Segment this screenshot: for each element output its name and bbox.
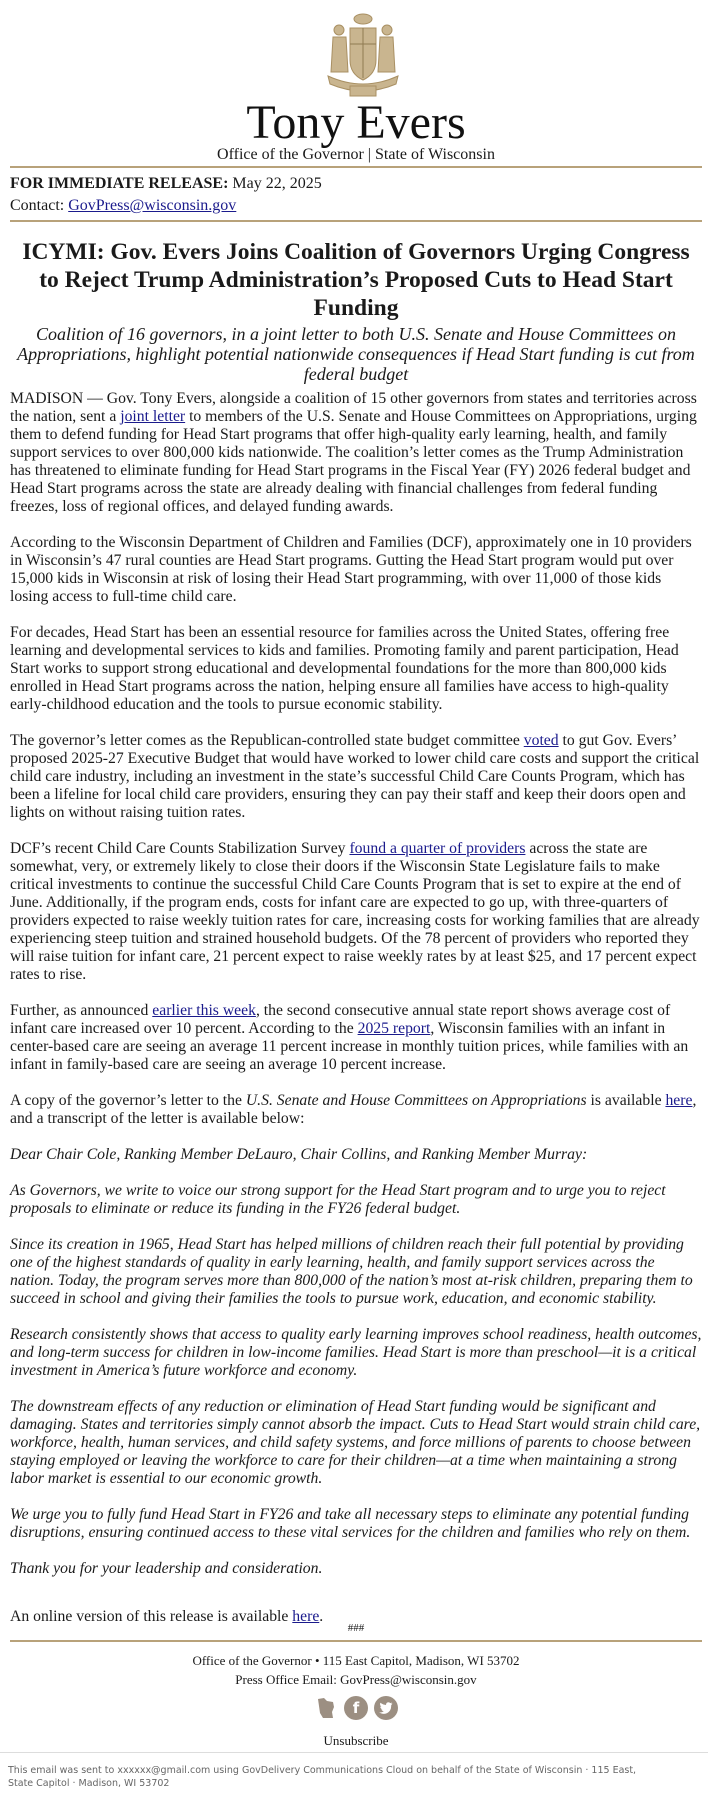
email-body: [10, 0, 702, 1748]
footer-divider: [10, 1640, 702, 1642]
letter-paragraph-4: The downstream effects of any reduction or elimination of Head Start funding would be significant and damaging. States and territories simply cannot absorb the impact. Cuts to Head Start would strain child care, workforce, health, human services, and child safety systems, and force millions of parents to choose between staying employed or leaving the workforce to care for their children—at a time when maintaining a strong labor market is essential to our economic growth.: [10, 1398, 701, 1487]
subhead: Coalition of 16 governors, in a joint letter to both U.S. Senate and House Committees on Appropriations, highlight potential nationwide consequences if Head Start funding is cut from federal budget: [17, 324, 695, 384]
paragraph-4: The governor’s letter comes as the Republican-controlled state budget committee voted to gut Gov. Evers’ proposed 2025-27 Executive Budget that would have worked to lower child care costs and support the critical child care industry, including an investment in the state’s successful Child Care Counts Program, which has been a lifeline for local child care providers, ensuring they can pay their staff and keep their doors open and lights on without raising tuition rates.: [10, 732, 700, 821]
headline: ICYMI: Gov. Evers Joins Coalition of Governors Urging Congress to Reject Trump Administration’s Proposed Cuts to Head Start Funding: [22, 239, 690, 321]
letterhead: [10, 0, 702, 180]
paragraph-1: MADISON — Gov. Tony Evers, alongside a coalition of 15 other governors from states and territories across the nation, sent a joint letter to members of the U.S. Senate and House Committees on Appropriations, urging them to defend funding for Head Start programs that offer high-quality early learning, health, and family support services to over 800,000 kids nationwide. The coalition’s letter comes as the Trump Administration has threatened to eliminate funding for Head Start programs in the Fiscal Year (FY) 2026 federal budget and Head Start programs across the state are already dealing with financial challenges from federal funding freezes, loss of regional offices, and delayed funding awards.: [10, 390, 697, 515]
release-label: FOR IMMEDIATE RELEASE:: [10, 175, 229, 192]
legal-divider: [0, 1752, 708, 1753]
unsubscribe-link-wrap: [10, 1733, 702, 1749]
contact-email-link[interactable]: GovPress@wisconsin.gov: [68, 197, 237, 214]
release-date-line: [10, 173, 322, 195]
state-seal: [320, 10, 406, 100]
social-links: [10, 1696, 702, 1724]
office-line: Office of the Governor | State of Wisconsin: [217, 146, 495, 163]
facebook-icon[interactable]: f: [344, 1696, 368, 1720]
quarter-of-providers-link[interactable]: found a quarter of providers: [349, 840, 526, 857]
legal-footer: This email was sent to xxxxxx@gmail.com using GovDelivery Communications Cloud on behalf of the State of Wisconsin · 115 East, State Capitol · Madison, WI 53702: [8, 1765, 637, 1789]
governor-name: Tony Evers: [246, 96, 466, 149]
paragraph-3: For decades, Head Start has been an essential resource for families across the United States, offering free learning and developmental services to kids and families. Promoting family and parent participation, Head Start works to support strong educational and developmental foundations for the more than 800,000 kids enrolled in Head Start programs across the nation, helping ensure all families have access to high-quality early-childhood education and the tools to pursue economic stability.: [10, 624, 679, 713]
letter-paragraph-2: Since its creation in 1965, Head Start has helped millions of children reach their full potential by providing one of the highest standards of quality in early learning, health, and family support services across the nation. Today, the program serves more than 800,000 of the nation’s most at-risk children, preparing them to succeed in school and giving their families the tools to pursue work, education, and economic stability.: [10, 1236, 693, 1307]
paragraph-6: Further, as announced earlier this week, the second consecutive annual state report shows average cost of infant care increased over 10 percent. According to the 2025 report, Wisconsin families with an infant in center-based care are seeing an average 11 percent increase in monthly tuition prices, while families with an infant in family-based care are seeing an average 10 percent increase.: [10, 1002, 689, 1073]
release-date: May 22, 2025: [232, 175, 322, 192]
end-marker: ###: [347, 1622, 365, 1634]
release-meta: [10, 173, 322, 217]
voted-link[interactable]: voted: [523, 732, 559, 749]
joint-letter-link[interactable]: joint letter: [120, 408, 186, 425]
unsubscribe-link[interactable]: Unsubscribe: [323, 1733, 389, 1748]
meta-divider: [10, 220, 702, 222]
letter-paragraph-3: Research consistently shows that access to quality early learning improves school readiness, health outcomes, and long-term success for children in low-income families. Head Start is more than preschool—it is a critical investment in America’s future workforce and economy.: [10, 1326, 702, 1379]
footer-address: Office of the Governor • 115 East Capitol, Madison, WI 53702: [192, 1653, 520, 1668]
paragraph-5: DCF’s recent Child Care Counts Stabilization Survey found a quarter of providers across the state are somewhat, very, or extremely likely to close their doors if the Wisconsin State Legislature fails to make critical investments to continue the successful Child Care Counts Program that is set to expire at the end of June. Additionally, if the program ends, costs for infant care are expected to go up, with three-quarters of providers expected to raise weekly tuition rates for care, increasing costs for working families that are already experiencing steep tuition and strained household budgets. Of the 78 percent of providers who reported they will raise tuition for infant care, 21 percent expect to raise weekly rates by at least $25, and 17 percent expect rates to rise.: [10, 840, 700, 983]
contact-label: Contact:: [10, 197, 65, 214]
earlier-this-week-link[interactable]: earlier this week: [152, 1002, 256, 1019]
footer-press-email: Press Office Email: GovPress@wisconsin.gov: [235, 1672, 477, 1687]
letter-paragraph-5: We urge you to fully fund Head Start in FY26 and take all necessary steps to eliminate any potential funding disruptions, ensuring continued access to these vital services for the children and families who rely on them.: [10, 1506, 691, 1541]
contact-line: [10, 195, 322, 217]
letter-paragraph-1: As Governors, we write to voice our strong support for the Head Start program and to urge you to reject proposals to eliminate or reduce its funding in the FY26 federal budget.: [10, 1182, 666, 1217]
header-divider: [10, 166, 702, 168]
wisconsin-map-icon[interactable]: [314, 1696, 338, 1720]
paragraph-2: According to the Wisconsin Department of Children and Families (DCF), approximately one in 10 providers in Wisconsin’s 47 rural counties are Head Start programs. Gutting the Head Start program would put over 15,000 kids in Wisconsin at risk of losing their Head Start programming, with over 11,000 of those kids losing access to full-time child care.: [10, 534, 692, 605]
letter-closing: Thank you for your leadership and consideration.: [10, 1560, 323, 1577]
online-version-link[interactable]: here: [292, 1608, 320, 1625]
letter-here-link[interactable]: here: [665, 1092, 693, 1109]
online-version-line: An online version of this release is available here.: [10, 1608, 324, 1625]
letter-salutation: Dear Chair Cole, Ranking Member DeLauro, Chair Collins, and Ranking Member Murray:: [10, 1146, 588, 1163]
twitter-icon[interactable]: [374, 1696, 398, 1720]
2025-report-link[interactable]: 2025 report: [357, 1020, 431, 1037]
paragraph-7: A copy of the governor’s letter to the U.S. Senate and House Committees on Appropriations is available here, and a transcript of the letter is available below:: [10, 1092, 697, 1127]
release-body: [10, 390, 702, 1626]
